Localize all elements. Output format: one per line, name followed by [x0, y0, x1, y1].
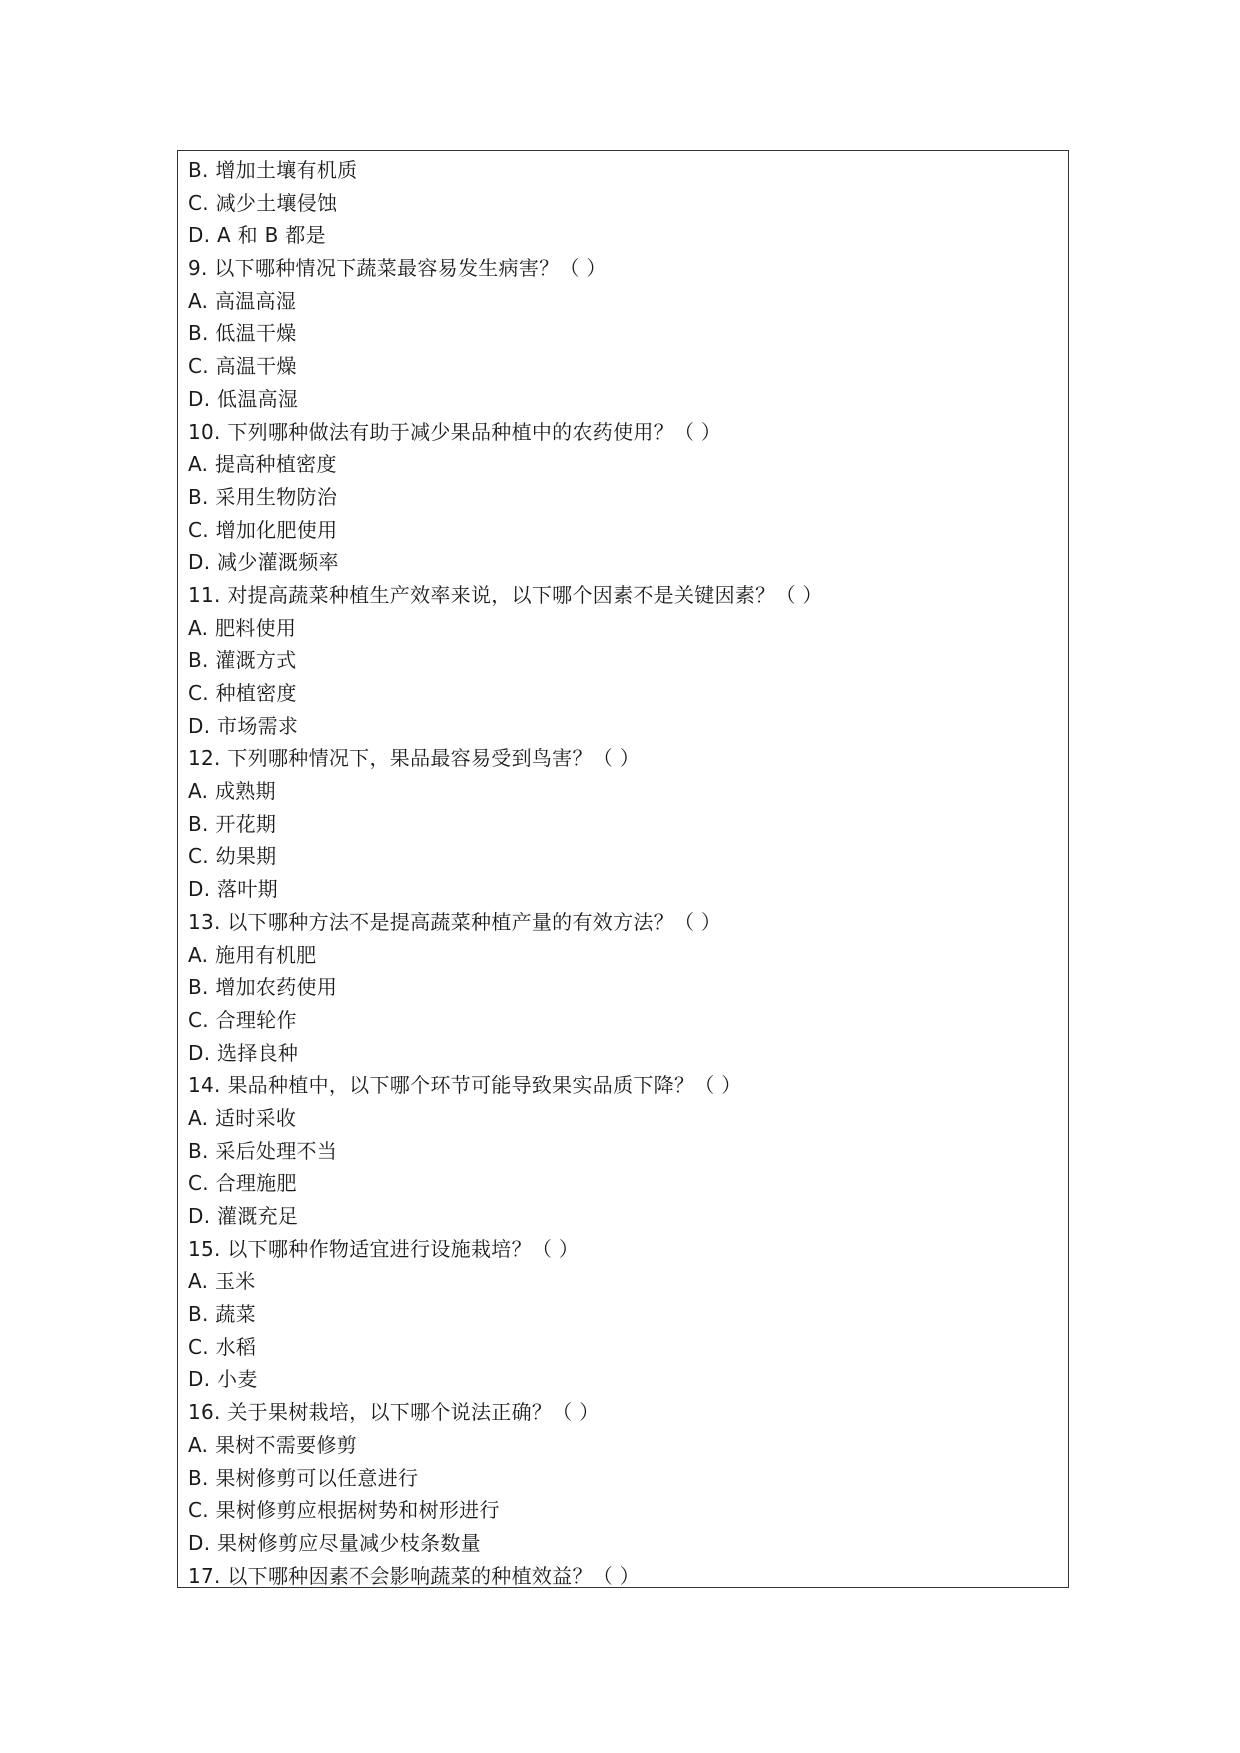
- option-text: C. 幼果期: [188, 844, 277, 869]
- option-text: D. 落叶期: [188, 877, 278, 902]
- question-text: 10. 下列哪种做法有助于减少果品种植中的农药使用？（ ）: [188, 419, 722, 444]
- question-text: 13. 以下哪种方法不是提高蔬菜种植产量的有效方法？（ ）: [188, 909, 722, 934]
- option-text: C. 增加化肥使用: [188, 517, 338, 542]
- option-text: B. 采后处理不当: [188, 1138, 338, 1163]
- question-text: 12. 下列哪种情况下，果品最容易受到鸟害？（ ）: [188, 746, 641, 771]
- option-text: A. 果树不需要修剪: [188, 1432, 358, 1457]
- option-text: A. 适时采收: [188, 1105, 297, 1130]
- option-text: D. 小麦: [188, 1367, 258, 1392]
- question-table-cell: [177, 150, 1069, 1588]
- option-text: A. 成熟期: [188, 779, 276, 804]
- option-text: C. 种植密度: [188, 681, 297, 705]
- option-text: A. 施用有机肥: [188, 942, 317, 967]
- option-text: B. 开花期: [188, 811, 277, 836]
- question-text: 17. 以下哪种因素不会影响蔬菜的种植效益？（ ）: [188, 1563, 641, 1588]
- option-text: D. 选择良种: [188, 1040, 299, 1065]
- option-text: D. 果树修剪应尽量减少枝条数量: [188, 1530, 481, 1555]
- option-text: D. 市场需求: [188, 713, 299, 738]
- option-text: C. 减少土壤侵蚀: [188, 190, 338, 215]
- option-text: C. 水稻: [188, 1334, 257, 1359]
- option-text: C. 高温干燥: [188, 354, 297, 379]
- option-text: B. 采用生物防治: [188, 484, 338, 509]
- option-text: D. 灌溉充足: [188, 1204, 299, 1228]
- option-text: D. 低温高湿: [188, 386, 299, 411]
- option-text: A. 玉米: [188, 1269, 256, 1294]
- option-text: C. 合理轮作: [188, 1007, 297, 1032]
- option-text: B. 果树修剪可以任意进行: [188, 1465, 419, 1490]
- question-text: 9. 以下哪种情况下蔬菜最容易发生病害？（ ）: [188, 256, 607, 281]
- question-text: 15. 以下哪种作物适宜进行设施栽培？（ ）: [188, 1236, 580, 1261]
- option-text: A. 肥料使用: [188, 615, 297, 640]
- question-lines: [188, 154, 1058, 1592]
- option-text: D. A 和 B 都是: [188, 223, 326, 248]
- option-text: A. 提高种植密度: [188, 452, 337, 477]
- question-text: 14. 果品种植中，以下哪个环节可能导致果实品质下降？（ ）: [188, 1073, 742, 1098]
- option-text: B. 灌溉方式: [188, 648, 297, 673]
- option-text: A. 高温高湿: [188, 288, 297, 313]
- option-text: B. 低温干燥: [188, 321, 297, 346]
- option-text: C. 果树修剪应根据树势和树形进行: [188, 1498, 500, 1523]
- question-text: 16. 关于果树栽培，以下哪个说法正确？（ ）: [188, 1400, 600, 1425]
- question-text: 11. 对提高蔬菜种植生产效率来说，以下哪个因素不是关键因素？（ ）: [188, 582, 823, 607]
- option-text: C. 合理施肥: [188, 1171, 297, 1196]
- option-text: D. 减少灌溉频率: [188, 550, 339, 575]
- option-text: B. 增加土壤有机质: [188, 158, 358, 182]
- option-text: B. 增加农药使用: [188, 975, 338, 1000]
- option-text: B. 蔬菜: [188, 1302, 256, 1327]
